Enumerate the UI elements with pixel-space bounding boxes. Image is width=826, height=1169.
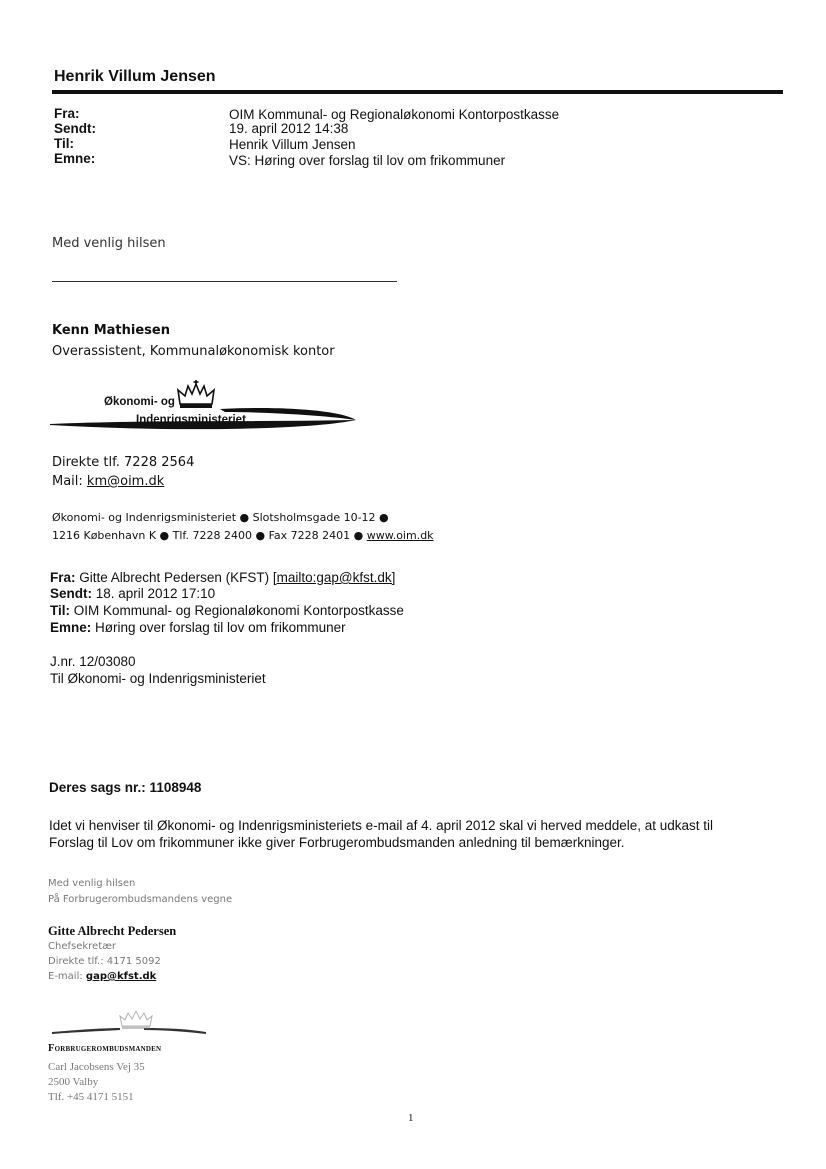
- fwd-sent-label: Sendt:: [50, 586, 92, 601]
- kfst-logo-text: Forbrugerombudsmanden: [48, 1043, 162, 1054]
- oim-signer-title: Overassistent, Kommunaløkonomisk kontor: [52, 344, 335, 359]
- oim-logo-line1: Økonomi- og: [104, 396, 175, 408]
- from-value: OIM Kommunal- og Regionaløkonomi Kontorpostkasse: [229, 107, 560, 122]
- sent-label: Sendt:: [54, 121, 96, 136]
- fwd-sent-line: [50, 586, 215, 602]
- kfst-greeting: Med venlig hilsen: [48, 878, 136, 889]
- oim-logo-line2: Indenrigsministeriet: [136, 414, 246, 426]
- kfst-signer-title: Chefsekretær: [48, 941, 117, 952]
- oim-address-line2: [52, 529, 434, 542]
- page-number: 1: [408, 1112, 414, 1124]
- body-paragraph: [49, 817, 713, 851]
- fwd-sent-value: 18. april 2012 17:10: [92, 586, 216, 601]
- oim-mail-label: Mail:: [52, 474, 87, 489]
- kfst-crown-graphic: [48, 1008, 218, 1040]
- fwd-to-line: [50, 603, 404, 619]
- kfst-email-label: E-mail:: [48, 971, 86, 982]
- to-label: Til:: [54, 136, 74, 151]
- subject-value: VS: Høring over forslag til lov om frikommuner: [229, 153, 506, 168]
- oim-mail-link[interactable]: km@oim.dk: [86, 474, 165, 489]
- kfst-email-link[interactable]: gap@kfst.dk: [85, 971, 157, 982]
- kfst-address-line2: 2500 Valby: [48, 1076, 99, 1088]
- from-label: Fra:: [54, 106, 80, 121]
- kfst-on-behalf: På Forbrugerombudsmandens vegne: [48, 894, 233, 905]
- case-number: Deres sags nr.: 1108948: [49, 780, 202, 795]
- document-owner-name: Henrik Villum Jensen: [54, 68, 216, 85]
- oim-address-line1: Økonomi- og Indenrigsministeriet ● Slotsholmsgade 10-12 ●: [52, 511, 389, 524]
- fwd-to-value: OIM Kommunal- og Regionaløkonomi Kontorpostkasse: [70, 603, 404, 618]
- fwd-to-label: Til:: [50, 603, 70, 618]
- fwd-subject-label: Emne:: [50, 620, 92, 635]
- fwd-subject-line: [50, 620, 346, 636]
- oim-address-text: 1216 København K ● Tlf. 7228 2400 ● Fax 7228 2401 ●: [52, 529, 367, 542]
- oim-swoosh-graphic: [50, 376, 360, 436]
- header-rule: [52, 90, 783, 94]
- sent-value: 19. april 2012 14:38: [229, 121, 349, 136]
- oim-logo: [50, 376, 360, 436]
- kfst-logo: [48, 1008, 218, 1056]
- recipient-line: Til Økonomi- og Indenrigsministeriet: [50, 671, 266, 686]
- kfst-email-line: [48, 971, 156, 982]
- subject-label: Emne:: [54, 151, 96, 166]
- oim-greeting: Med venlig hilsen: [52, 236, 166, 251]
- fwd-subject-value: Høring over forslag til lov om frikommuner: [91, 620, 346, 635]
- oim-website-link[interactable]: www.oim.dk: [366, 529, 434, 542]
- kfst-address-line3: Tlf. +45 4171 5151: [48, 1091, 134, 1103]
- to-value: Henrik Villum Jensen: [229, 137, 356, 152]
- signature-rule: [52, 281, 397, 282]
- fwd-from-label: Fra:: [50, 570, 76, 585]
- kfst-phone: Direkte tlf.: 4171 5092: [48, 956, 161, 967]
- kfst-signer-name: Gitte Albrecht Pedersen: [48, 924, 177, 938]
- journal-number: J.nr. 12/03080: [50, 654, 136, 669]
- oim-phone: Direkte tlf. 7228 2564: [52, 455, 195, 470]
- crown-icon: [120, 1011, 152, 1029]
- body-line-2: Forslag til Lov om frikommuner ikke giver Forbrugerombudsmanden anledning til bemærkninger.: [49, 835, 625, 850]
- fwd-from-value: Gitte Albrecht Pedersen (KFST): [75, 570, 273, 585]
- kfst-address-line1: Carl Jacobsens Vej 35: [48, 1061, 145, 1073]
- crown-icon: [178, 380, 214, 408]
- fwd-from-line: [50, 570, 395, 586]
- oim-mail-line: [52, 474, 164, 489]
- oim-signer-name: Kenn Mathiesen: [52, 323, 170, 338]
- body-line-1: Idet vi henviser til Økonomi- og Indenrigsministeriets e-mail af 4. april 2012 skal vi herved meddele, at udkast til: [49, 818, 714, 833]
- fwd-mailto-link[interactable]: [mailto:gap@kfst.dk]: [272, 570, 396, 585]
